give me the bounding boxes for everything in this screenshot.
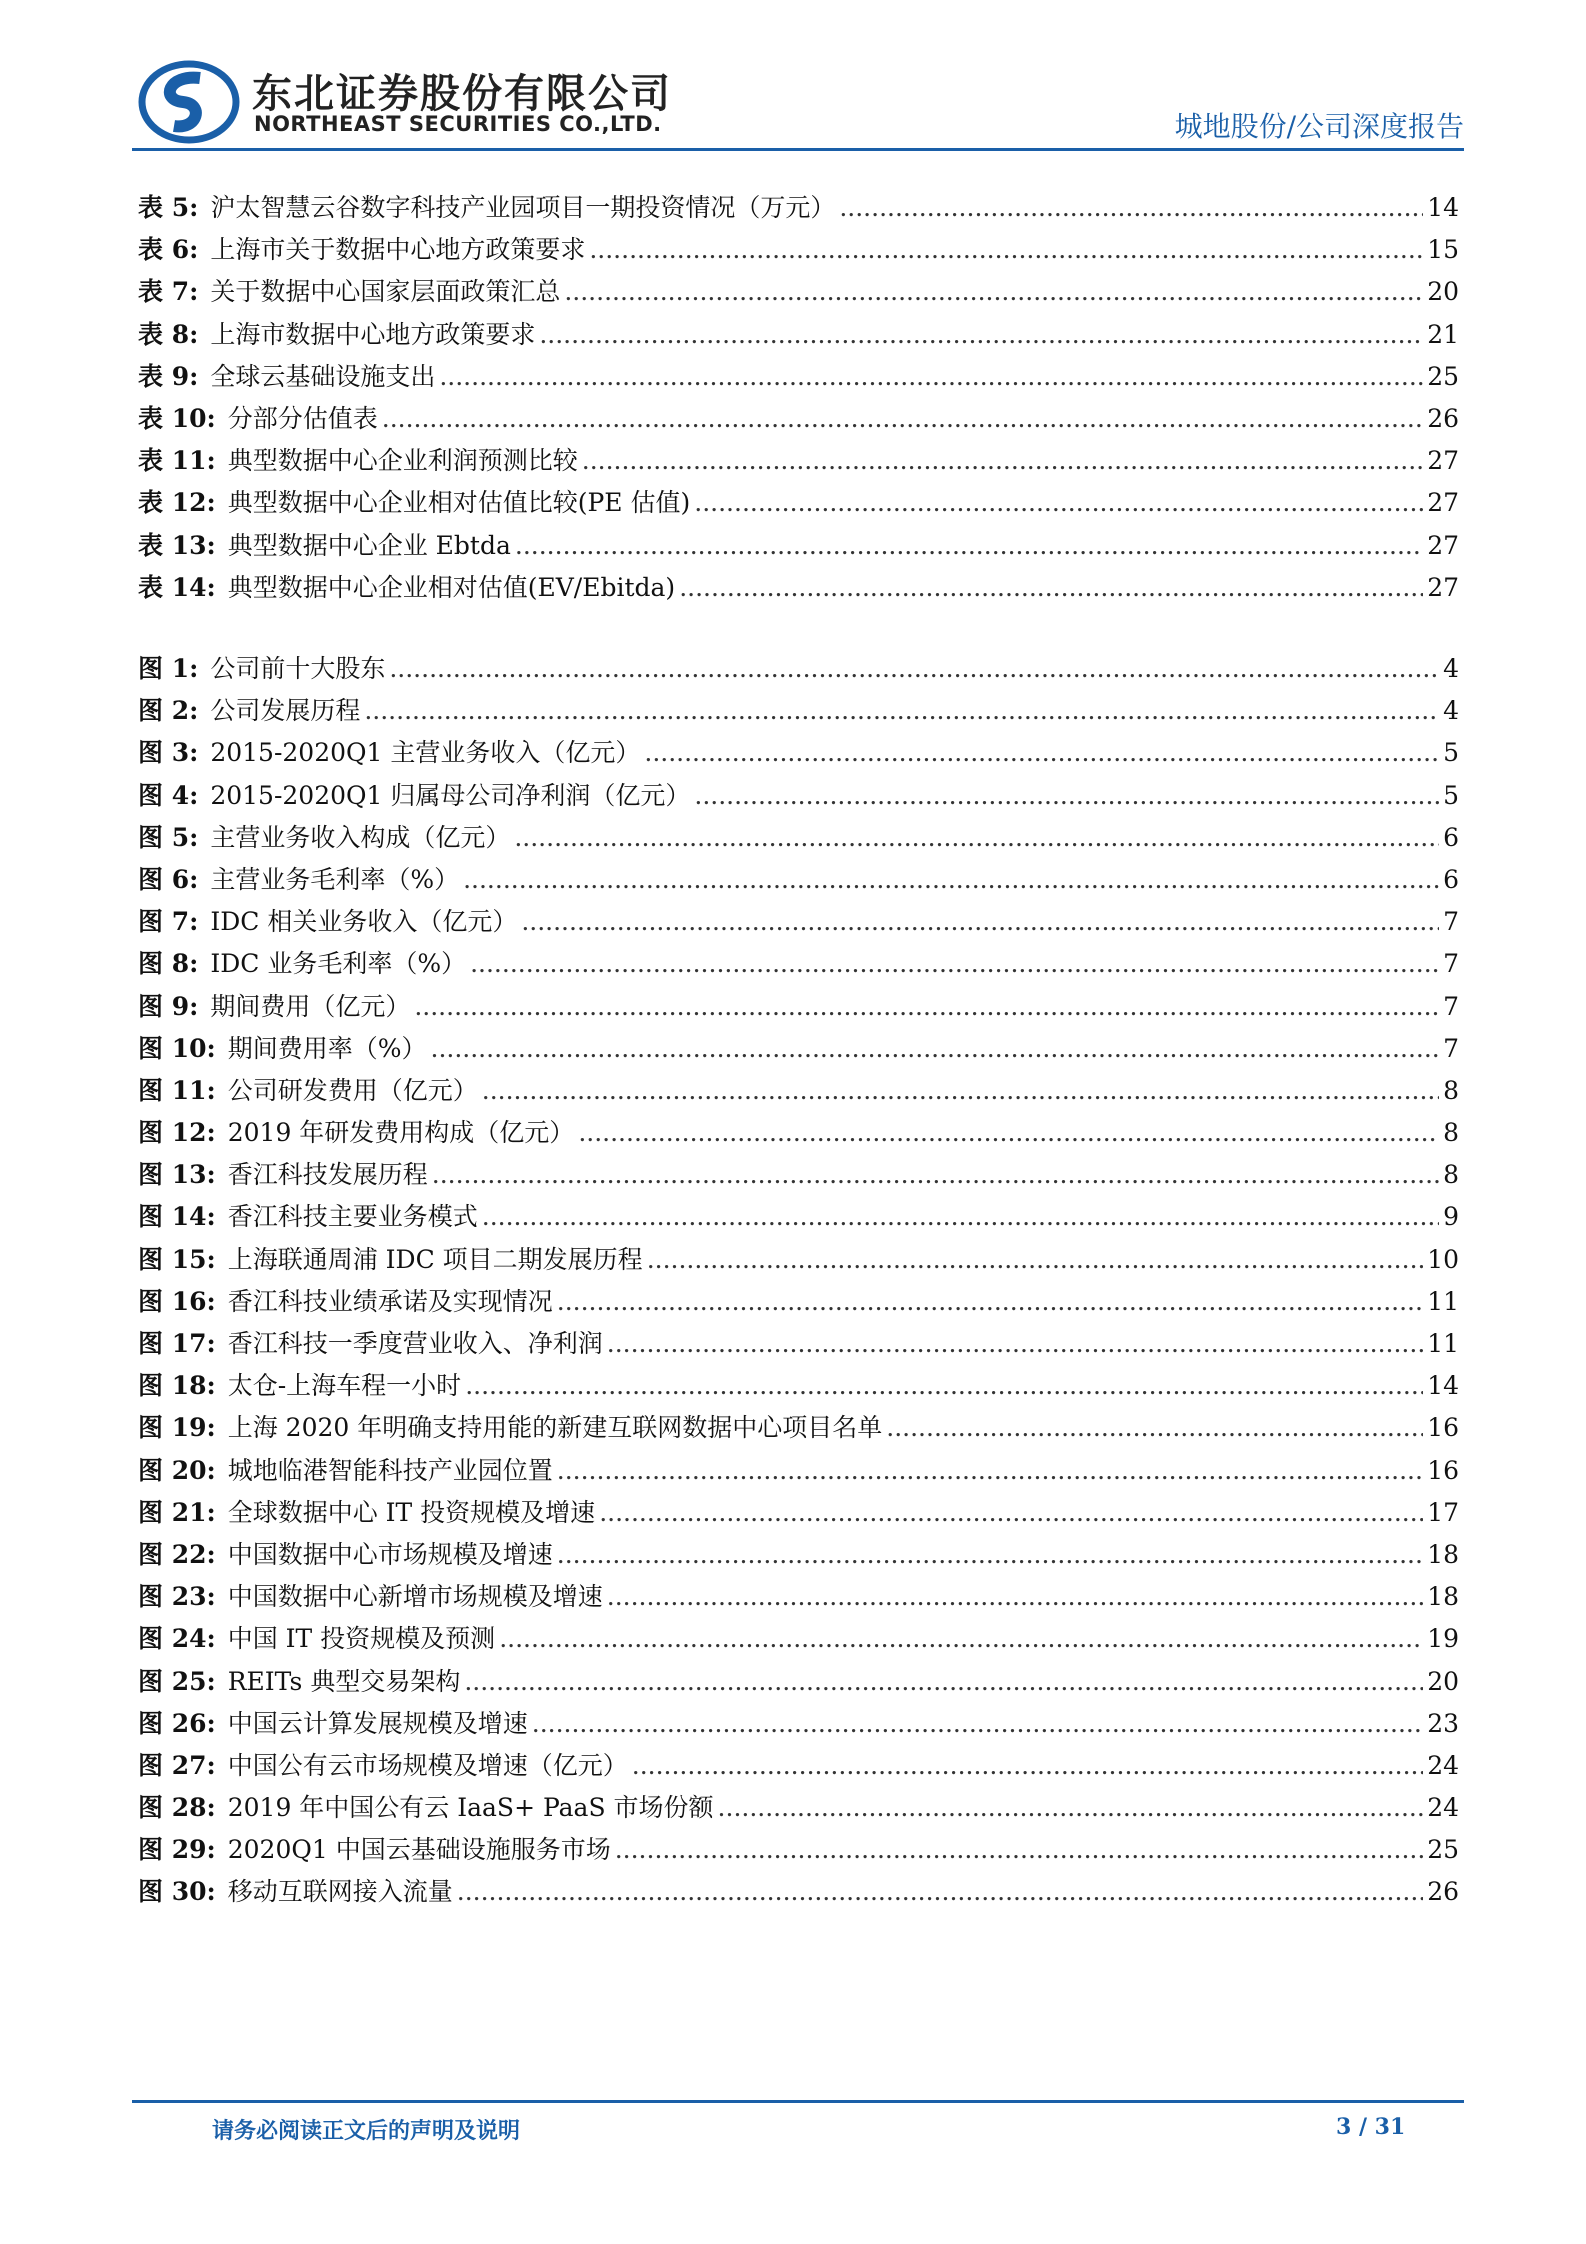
entry-page: 16 [1427,1455,1459,1485]
company-name-cn: 东北证券股份有限公司 [252,71,672,117]
entry-label: 图 25: [138,1666,216,1696]
entry-page: 10 [1427,1244,1459,1274]
dot-leader [465,1371,1423,1400]
entry-page: 8 [1443,1118,1459,1148]
toc-table-entry[interactable] [138,441,1459,483]
dot-leader [557,1287,1423,1316]
entry-label: 图 6: [138,864,199,894]
entry-label: 图 19: [138,1413,216,1443]
entry-label: 图 14: [138,1202,216,1232]
entry-label: 图 4: [138,780,199,810]
company-name-en: NORTHEAST SECURITIES CO.,LTD. [254,112,662,136]
entry-title: 2015-2020Q1 主营业务收入（亿元） [210,738,641,768]
entry-label: 图 9: [138,991,199,1021]
entry-page: 15 [1427,235,1459,265]
entry-title: 中国数据中心市场规模及增速 [227,1539,553,1569]
entry-page: 21 [1427,319,1459,349]
entry-label: 图 1: [138,654,199,683]
toc-table-entry[interactable] [138,272,1459,314]
entry-label: 图 26: [138,1708,216,1738]
entry-title: 城地临港智能科技产业园位置 [227,1455,553,1485]
entry-page: 8 [1443,1075,1459,1105]
entry-title: IDC 相关业务收入（亿元） [210,907,518,937]
toc-figure-entry[interactable] [138,691,1459,733]
entry-page: 6 [1443,822,1459,852]
entry-label: 图 24: [138,1624,216,1654]
dot-leader [644,738,1439,767]
entry-title: 上海 2020 年明确支持用能的新建互联网数据中心项目名单 [227,1413,883,1443]
entry-page: 26 [1427,403,1459,433]
entry-page: 11 [1427,1329,1459,1358]
report-type: 城地股份/公司深度报告 [1174,110,1464,143]
dot-leader [515,531,1423,560]
dot-leader [431,1034,1440,1063]
entry-page: 18 [1427,1539,1459,1569]
entry-title: 分部分估值表 [227,403,378,433]
page-number: 3 / 31 [1336,2114,1406,2140]
entry-title: 全球云基础设施支出 [210,361,436,391]
toc-figure-entry[interactable] [138,1282,1459,1324]
toc-figure-entry[interactable] [138,1577,1459,1619]
toc-figure-entry[interactable] [138,1029,1459,1071]
entry-page: 11 [1427,1286,1459,1316]
entry-title: 沪太智慧云谷数字科技产业园项目一期投资情况（万元） [210,193,836,222]
entry-label: 表 7: [138,277,199,307]
entry-label: 表 11: [138,446,216,476]
entry-title: 太仓-上海车程一小时 [227,1371,462,1401]
dot-leader [632,1751,1423,1780]
toc-figure-entry[interactable] [138,1324,1459,1366]
dot-leader [414,992,1439,1021]
dot-leader [886,1413,1423,1442]
entry-label: 图 16: [138,1286,216,1316]
dot-leader [521,907,1439,936]
entry-page: 7 [1443,949,1459,979]
entry-title: 香江科技一季度营业收入、净利润 [227,1329,603,1358]
entry-title: 2020Q1 中国云基础设施服务市场 [227,1835,611,1865]
entry-title: 上海市关于数据中心地方政策要求 [210,235,586,265]
toc-table-entry[interactable] [138,315,1459,357]
entry-title: REITs 典型交易架构 [227,1666,461,1696]
toc-table-entry[interactable] [138,526,1459,568]
entry-page: 7 [1443,991,1459,1021]
toc-figure-entry[interactable] [138,1662,1459,1704]
entry-page: 24 [1427,1793,1459,1823]
entry-title: 典型数据中心企业相对估值(EV/Ebitda) [227,572,676,602]
dot-leader [432,1160,1439,1189]
entry-label: 图 7: [138,907,199,937]
dot-leader [463,865,1439,894]
entry-title: 中国数据中心新增市场规模及增速 [227,1582,603,1612]
dot-leader [694,488,1423,517]
entry-label: 图 2: [138,696,199,726]
dot-leader [470,949,1439,978]
entry-page: 20 [1427,277,1459,307]
entry-label: 表 14: [138,572,216,602]
toc-figure-entry[interactable] [138,1788,1459,1830]
entry-label: 表 10: [138,403,216,433]
entry-title: 期间费用率（%） [227,1033,427,1063]
entry-title: 典型数据中心企业利润预测比较 [227,446,578,476]
entry-title: 2019 年中国公有云 IaaS+ PaaS 市场份额 [227,1793,714,1823]
entry-title: 香江科技主要业务模式 [227,1202,478,1232]
toc-figure-entry[interactable] [138,649,1459,691]
toc-figure-entry[interactable] [138,1155,1459,1197]
entry-label: 表 9: [138,361,199,391]
entry-page: 5 [1443,738,1459,768]
entry-title: 全球数据中心 IT 投资规模及增速 [227,1497,596,1527]
entry-title: 典型数据中心企业 Ebtda [227,530,511,560]
entry-title: 移动互联网接入流量 [227,1877,453,1907]
toc-figure-entry[interactable] [138,1071,1459,1113]
dot-leader [557,1540,1423,1569]
toc-figure-entry[interactable] [138,1451,1459,1493]
entry-page: 25 [1427,1835,1459,1865]
toc-figure-entry[interactable] [138,902,1459,944]
entry-page: 27 [1427,446,1459,476]
entry-page: 16 [1427,1413,1459,1443]
dot-leader [679,573,1423,602]
entry-label: 表 12: [138,488,216,518]
toc-figure-entry[interactable] [138,1197,1459,1239]
dot-leader [389,654,1439,683]
dot-leader [589,235,1423,264]
entry-title: 2019 年研发费用构成（亿元） [227,1118,575,1148]
dot-leader [615,1835,1423,1864]
table-list [138,188,1459,610]
toc-figure-entry[interactable] [138,1113,1459,1155]
entry-page: 14 [1427,193,1459,222]
entry-title: 中国公有云市场规模及增速（亿元） [227,1750,628,1780]
entry-label: 图 23: [138,1582,216,1612]
entry-label: 表 8: [138,319,199,349]
entry-label: 图 20: [138,1455,216,1485]
toc-figure-entry[interactable] [138,1408,1459,1450]
entry-page: 27 [1427,530,1459,560]
entry-title: 香江科技发展历程 [227,1160,428,1190]
entry-label: 表 6: [138,235,199,265]
dot-leader [694,781,1439,810]
entry-label: 表 5: [138,193,199,222]
toc-figure-entry[interactable] [138,1872,1459,1914]
dot-leader [514,823,1439,852]
entry-page: 9 [1443,1202,1459,1232]
entry-title: 中国 IT 投资规模及预测 [227,1624,496,1654]
dot-leader [718,1793,1424,1822]
dot-leader [599,1498,1423,1527]
footer-disclaimer: 请务必阅读正文后的声明及说明 [212,2118,521,2144]
entry-label: 图 3: [138,738,199,768]
dot-leader [607,1329,1423,1358]
entry-label: 图 27: [138,1750,216,1780]
entry-title: 公司发展历程 [210,696,361,726]
entry-label: 图 12: [138,1118,216,1148]
entry-page: 5 [1443,780,1459,810]
entry-label: 图 15: [138,1244,216,1274]
toc-table-entry[interactable] [138,357,1459,399]
entry-title: 2015-2020Q1 归属母公司净利润（亿元） [210,780,691,810]
entry-label: 表 13: [138,530,216,560]
toc-table-entry[interactable] [138,230,1459,272]
toc-figure-entry[interactable] [138,1704,1459,1746]
dot-leader [582,446,1423,475]
toc-figure-entry[interactable] [138,1830,1459,1872]
dot-leader [564,277,1423,306]
entry-page: 14 [1427,1371,1459,1401]
entry-title: 中国云计算发展规模及增速 [227,1708,528,1738]
entry-page: 8 [1443,1160,1459,1190]
entry-title: 公司研发费用（亿元） [227,1075,478,1105]
toc-figure-entry[interactable] [138,860,1459,902]
entry-label: 图 28: [138,1793,216,1823]
entry-title: 公司前十大股东 [210,654,386,683]
toc-table-entry[interactable] [138,568,1459,610]
figure-list [138,649,1459,1915]
toc-figure-entry[interactable] [138,733,1459,775]
entry-page: 7 [1443,1033,1459,1063]
entry-label: 图 5: [138,822,199,852]
entry-title: 期间费用（亿元） [210,991,411,1021]
dot-leader [482,1076,1439,1105]
entry-label: 图 18: [138,1371,216,1401]
dot-leader [539,320,1423,349]
toc-figure-entry[interactable] [138,1366,1459,1408]
entry-label: 图 13: [138,1160,216,1190]
toc-figure-entry[interactable] [138,1535,1459,1577]
toc-figure-entry[interactable] [138,818,1459,860]
entry-title: 上海联通周浦 IDC 项目二期发展历程 [227,1244,643,1274]
entry-label: 图 29: [138,1835,216,1865]
dot-leader [382,404,1423,433]
entry-page: 19 [1427,1624,1459,1654]
dot-leader [439,362,1423,391]
dot-leader [482,1202,1439,1231]
entry-title: 典型数据中心企业相对估值比较(PE 估值) [227,488,691,518]
dot-leader [578,1118,1439,1147]
entry-label: 图 8: [138,949,199,979]
entry-label: 图 11: [138,1075,216,1105]
toc-figure-entry[interactable] [138,987,1459,1029]
entry-title: IDC 业务毛利率（%） [210,949,467,979]
toc-figure-entry[interactable] [138,944,1459,986]
entry-page: 7 [1443,907,1459,937]
entry-label: 图 30: [138,1877,216,1907]
toc-figure-entry[interactable] [138,776,1459,818]
dot-leader [364,696,1439,725]
entry-label: 图 22: [138,1539,216,1569]
entry-title: 上海市数据中心地方政策要求 [210,319,536,349]
entry-title: 香江科技业绩承诺及实现情况 [227,1286,553,1316]
entry-page: 4 [1443,696,1459,726]
entry-page: 18 [1427,1582,1459,1612]
entry-title: 主营业务毛利率（%） [210,864,460,894]
entry-label: 图 21: [138,1497,216,1527]
dot-leader [464,1667,1423,1696]
toc-figure-entry[interactable] [138,1746,1459,1788]
footer-divider [132,2100,1464,2103]
entry-page: 24 [1427,1750,1459,1780]
dot-leader [499,1624,1423,1653]
dot-leader [457,1877,1423,1906]
entry-page: 27 [1427,572,1459,602]
toc-figure-entry[interactable] [138,1619,1459,1661]
toc-table-entry[interactable] [138,399,1459,441]
toc-figure-entry[interactable] [138,1493,1459,1535]
entry-title: 关于数据中心国家层面政策汇总 [210,277,561,307]
dot-leader [557,1456,1423,1485]
toc-figure-entry[interactable] [138,1240,1459,1282]
entry-title: 主营业务收入构成（亿元） [210,822,511,852]
company-logo-icon [138,60,240,144]
dot-leader [647,1245,1424,1274]
entry-page: 17 [1427,1497,1459,1527]
entry-label: 图 17: [138,1329,216,1358]
entry-page: 23 [1427,1708,1459,1738]
entry-page: 20 [1427,1666,1459,1696]
dot-leader [607,1582,1423,1611]
entry-page: 25 [1427,361,1459,391]
toc-table-entry[interactable] [138,483,1459,525]
entry-page: 6 [1443,864,1459,894]
entry-page: 26 [1427,1877,1459,1907]
entry-page: 4 [1443,654,1459,683]
entry-page: 27 [1427,488,1459,518]
dot-leader [532,1709,1423,1738]
entry-label: 图 10: [138,1033,216,1063]
header-divider [132,148,1464,151]
toc-table-entry[interactable] [138,188,1459,230]
dot-leader [839,193,1423,222]
